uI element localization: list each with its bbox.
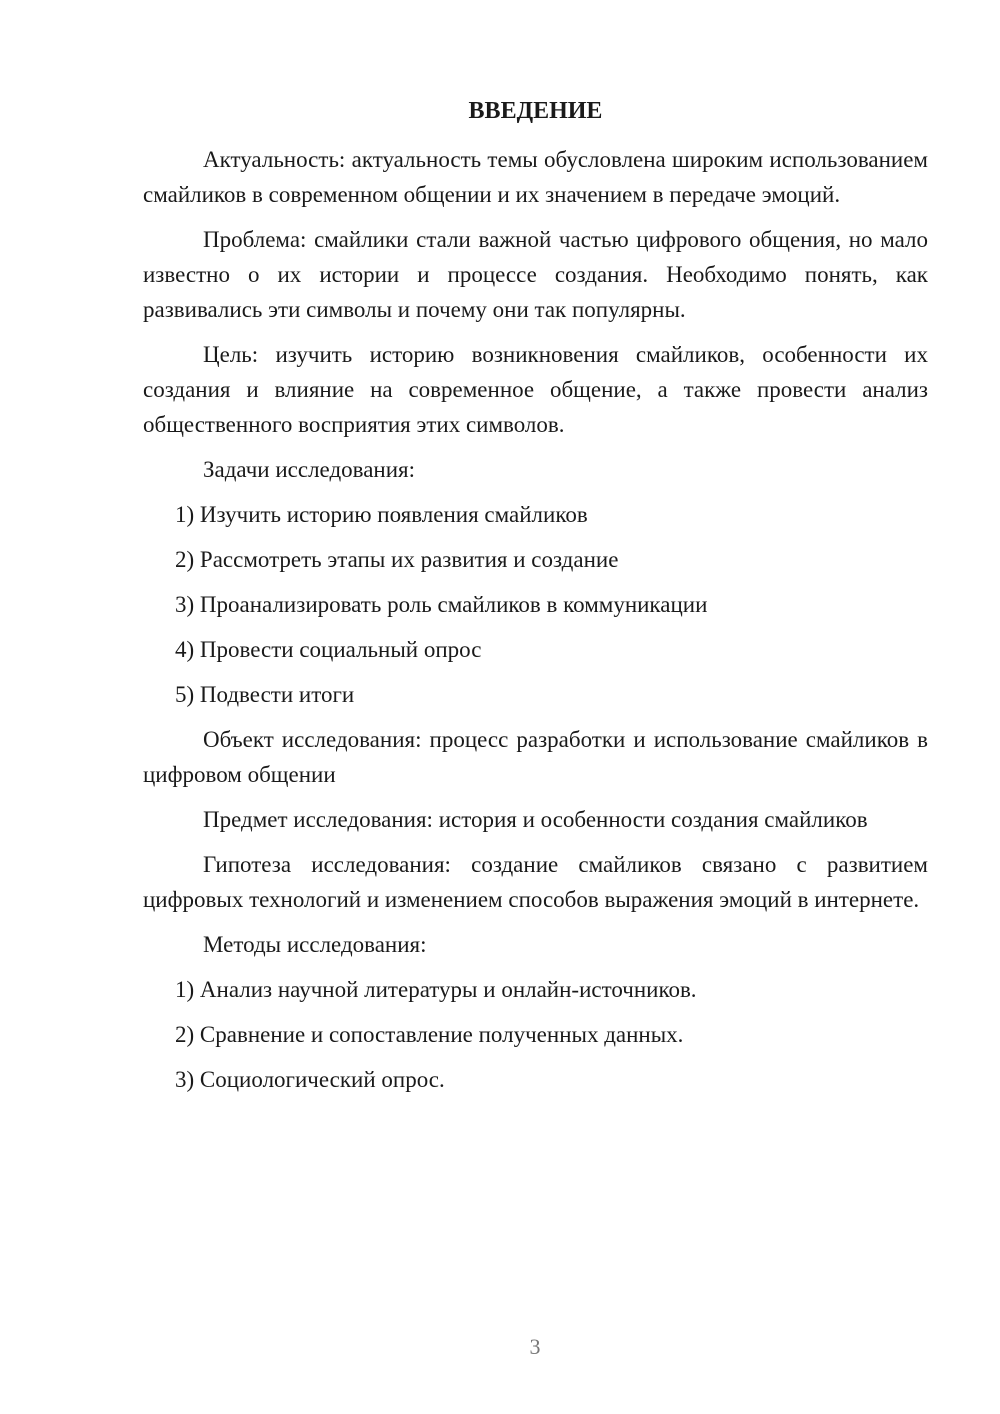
list-item: 2) Сравнение и сопоставление полученных данных. <box>175 1022 684 1047</box>
document-body <box>143 142 928 1107</box>
list-item: 3) Проанализировать роль смайликов в коммуникации <box>175 592 708 617</box>
paragraph-goal: Цель: изучить историю возникновения смайликов, особенности их создания и влияние на современное общение, а также провести анализ общественного восприятия этих символов. <box>143 342 928 437</box>
methods-list <box>143 972 928 1097</box>
list-item: 2) Рассмотреть этапы их развития и создание <box>175 547 619 572</box>
list-item: 1) Изучить историю появления смайликов <box>175 502 588 527</box>
page-title: ВВЕДЕНИЕ <box>468 98 603 124</box>
tasks-list <box>143 497 928 712</box>
paragraph-hypothesis: Гипотеза исследования: создание смайликов связано с развитием цифровых технологий и изменением способов выражения эмоций в интернете. <box>143 852 928 912</box>
paragraph-object: Объект исследования: процесс разработки и использование смайликов в цифровом общении <box>143 727 928 787</box>
list-item: 1) Анализ научной литературы и онлайн-источников. <box>175 977 697 1002</box>
paragraph-subject: Предмет исследования: история и особенности создания смайликов <box>203 807 868 832</box>
list-item: 3) Социологический опрос. <box>175 1067 445 1092</box>
paragraph-problem: Проблема: смайлики стали важной частью цифрового общения, но мало известно о их истории и процессе создания. Необходимо понять, как развивались эти символы и почему они так популярны. <box>143 227 928 322</box>
methods-heading: Методы исследования: <box>203 932 427 957</box>
list-item: 5) Подвести итоги <box>175 682 355 707</box>
tasks-heading: Задачи исследования: <box>203 457 416 482</box>
page-number: 3 <box>529 1334 541 1359</box>
paragraph-relevance: Актуальность: актуальность темы обусловлена широким использованием смайликов в современном общении и их значением в передаче эмоций. <box>143 147 928 207</box>
list-item: 4) Провести социальный опрос <box>175 637 482 662</box>
